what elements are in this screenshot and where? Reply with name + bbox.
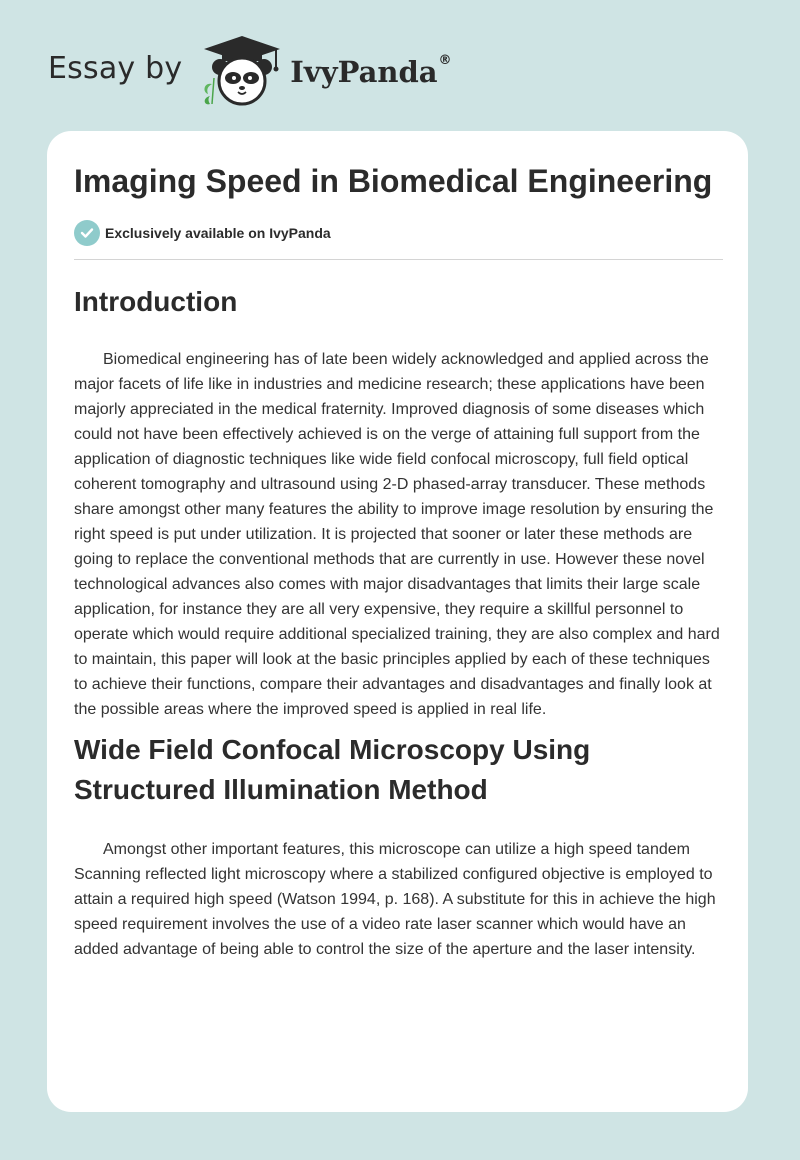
brand-name: IvyPanda [290,55,438,89]
exclusive-badge [74,220,724,246]
essay-content [74,161,724,962]
essay-card [47,131,748,1112]
section-paragraph-introduction: Biomedical engineering has of late been widely acknowledged and applied across the major facets of life like in industries and medicine research; these applications have been majorly appreciated in the medical fraternity. Improved diagnosis of some diseases which could not have been effectively achieved is on the verge of attaining full support from the application of diagnostic techniques like wide field confocal microscopy, full field optical coherent tomography and ultrasound using 2-D phased-array transducer. These methods share amongst other many features the ability to improve image resolution by ensuring the right speed is put under utilization. It is projected that sooner or later these methods are going to replace the conventional methods that are currently in use. However these novel technological advances also comes with major disadvantages that limits their large scale application, for instance they are all very expensive, they require a skillful personnel to operate which would require additional specialized training, they are also complex and hard to maintain, this paper will look at the basic principles applied by each of these techniques to achieve their functions, compare their advantages and disadvantages and finally look at the possible areas where the improved speed is applied in real life. [74,351,720,718]
section-paragraph-wide-field: Amongst other important features, this microscope can utilize a high speed tandem Scanning reflected light microscopy where a stabilized configured objective is employed to attain a required high speed (Watson 1994, p. 168). A substitute for this in achieve the high speed requirement involves the use of a video rate laser scanner which would have an added advantage of being able to control the size of the aperture and the laser intensity. [74,841,716,958]
site-brand[interactable] [48,34,452,106]
essay-title: Imaging Speed in Biomedical Engineering [74,163,713,199]
check-icon [74,220,100,246]
exclusive-label: Exclusively available on IvyPanda [105,225,331,241]
title-divider [74,259,723,260]
registered-mark: ® [438,52,452,68]
section-heading-wide-field: Wide Field Confocal Microscopy Using Structured Illumination Method [74,734,591,805]
panda-logo-icon [196,34,288,106]
brand-prefix: Essay by [48,50,183,86]
section-heading-introduction: Introduction [74,286,238,317]
